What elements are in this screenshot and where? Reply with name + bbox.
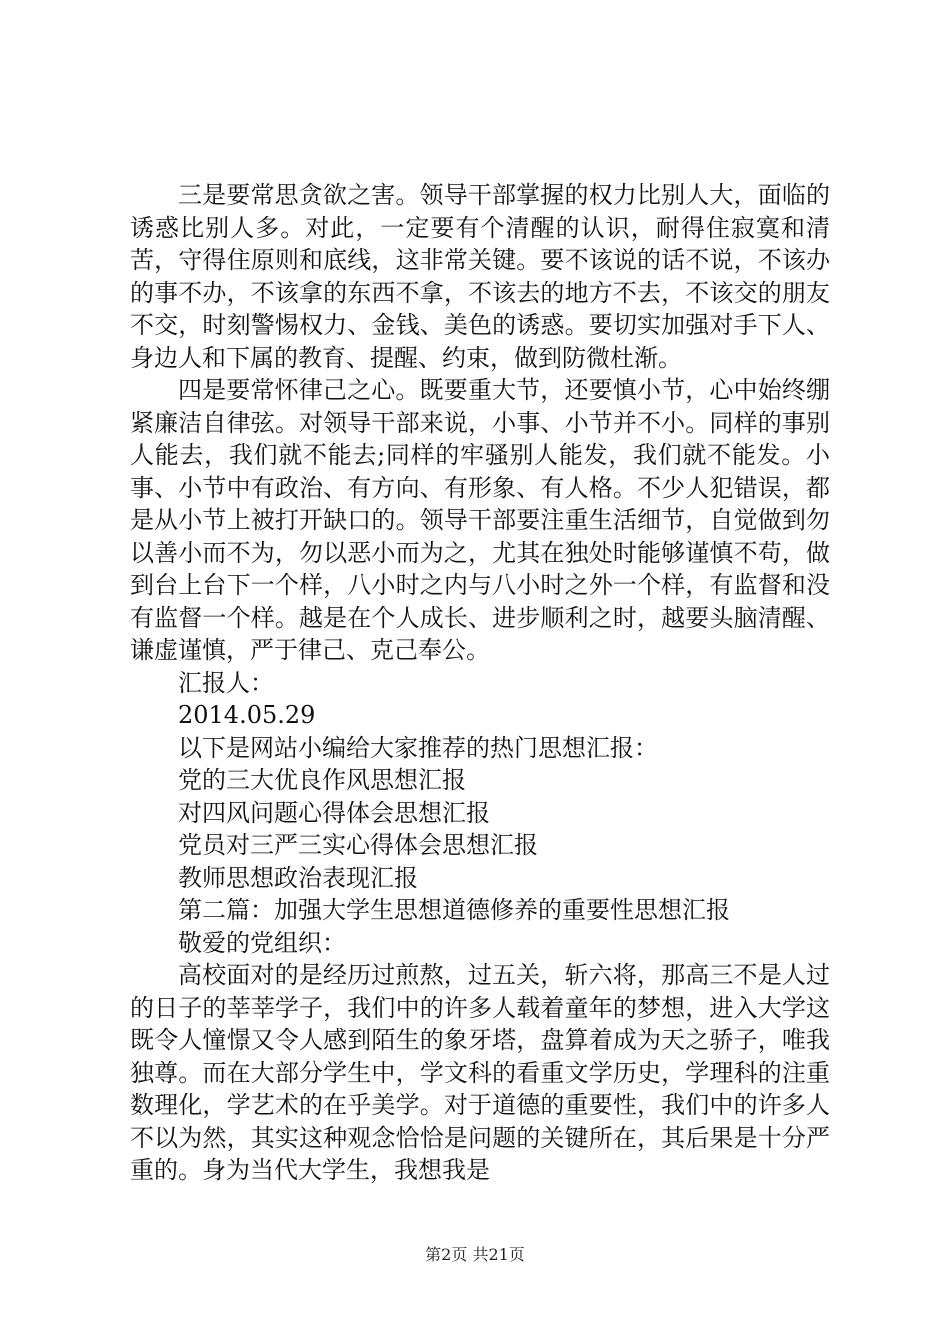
- paragraph-university-morality: 高校面对的是经历过煎熬，过五关，斩六将，那高三不是人过的日子的莘莘学子，我们中的许多人载着童年的梦想，进入大学这既令人憧憬又令人感到陌生的象牙塔，盘算着成为天之骄子，唯我独尊。而在大部分学生中，学文科的看重文学历史，学理科的注重数理化，学艺术的在乎美学。对于道德的重要性，我们中的许多人不以为然，其实这种观念恰恰是问题的关键所在，其后果是十分严重的。身为当代大学生，我想我是: [130, 961, 830, 1184]
- paragraph-self-discipline: 四是要常怀律己之心。既要重大节，还要慎小节，心中始终绷紧廉洁自律弦。对领导干部来说，小事、小节并不小。同样的事别人能去，我们就不能去;同样的牢骚别人能发，我们就不能发。小事、小节中有政治、有方向、有形象、有人格。不少人犯错误，都是从小节上被打开缺口的。领导干部要注重生活细节，自觉做到勿以善小而不为，勿以恶小而为之，尤其在独处时能够谨慎不苟，做到台上台下一个样，八小时之内与八小时之外一个样，有监督和没有监督一个样。越是在个人成长、进步顺利之时，越要头脑清醒、谦虚谨慎，严于律己、克己奉公。: [130, 376, 830, 664]
- salutation: 敬爱的党组织：: [178, 928, 346, 957]
- second-article-title: 第二篇：加强大学生思想道德修养的重要性思想汇报: [178, 896, 730, 924]
- recommended-link[interactable]: 党员对三严三实心得体会思想汇报: [178, 831, 538, 859]
- reporter-label: 汇报人：: [178, 668, 274, 697]
- document-body: [130, 179, 830, 1187]
- report-date: 2014.05.29: [178, 701, 316, 729]
- paragraph-greed: 三是要常思贪欲之害。领导干部掌握的权力比别人大，面临的诱惑比别人多。对此，一定要有个清醒的认识，耐得住寂寞和清苦，守得住原则和底线，这非常关键。要不该说的话不说，不该办的事不办，不该拿的东西不拿，不该去的地方不去，不该交的朋友不交，时刻警惕权力、金钱、美色的诱惑。要切实加强对手下人、身边人和下属的教育、提醒、约束，做到防微杜渐。: [130, 181, 830, 372]
- recommend-intro: 以下是网站小编给大家推荐的热门思想汇报：: [178, 733, 658, 762]
- recommended-link[interactable]: 教师思想政治表现汇报: [178, 863, 418, 892]
- page-indicator: 第2页 共21页: [425, 1245, 525, 1264]
- recommended-link[interactable]: 对四风问题心得体会思想汇报: [178, 798, 490, 827]
- recommended-link[interactable]: 党的三大优良作风思想汇报: [178, 766, 466, 794]
